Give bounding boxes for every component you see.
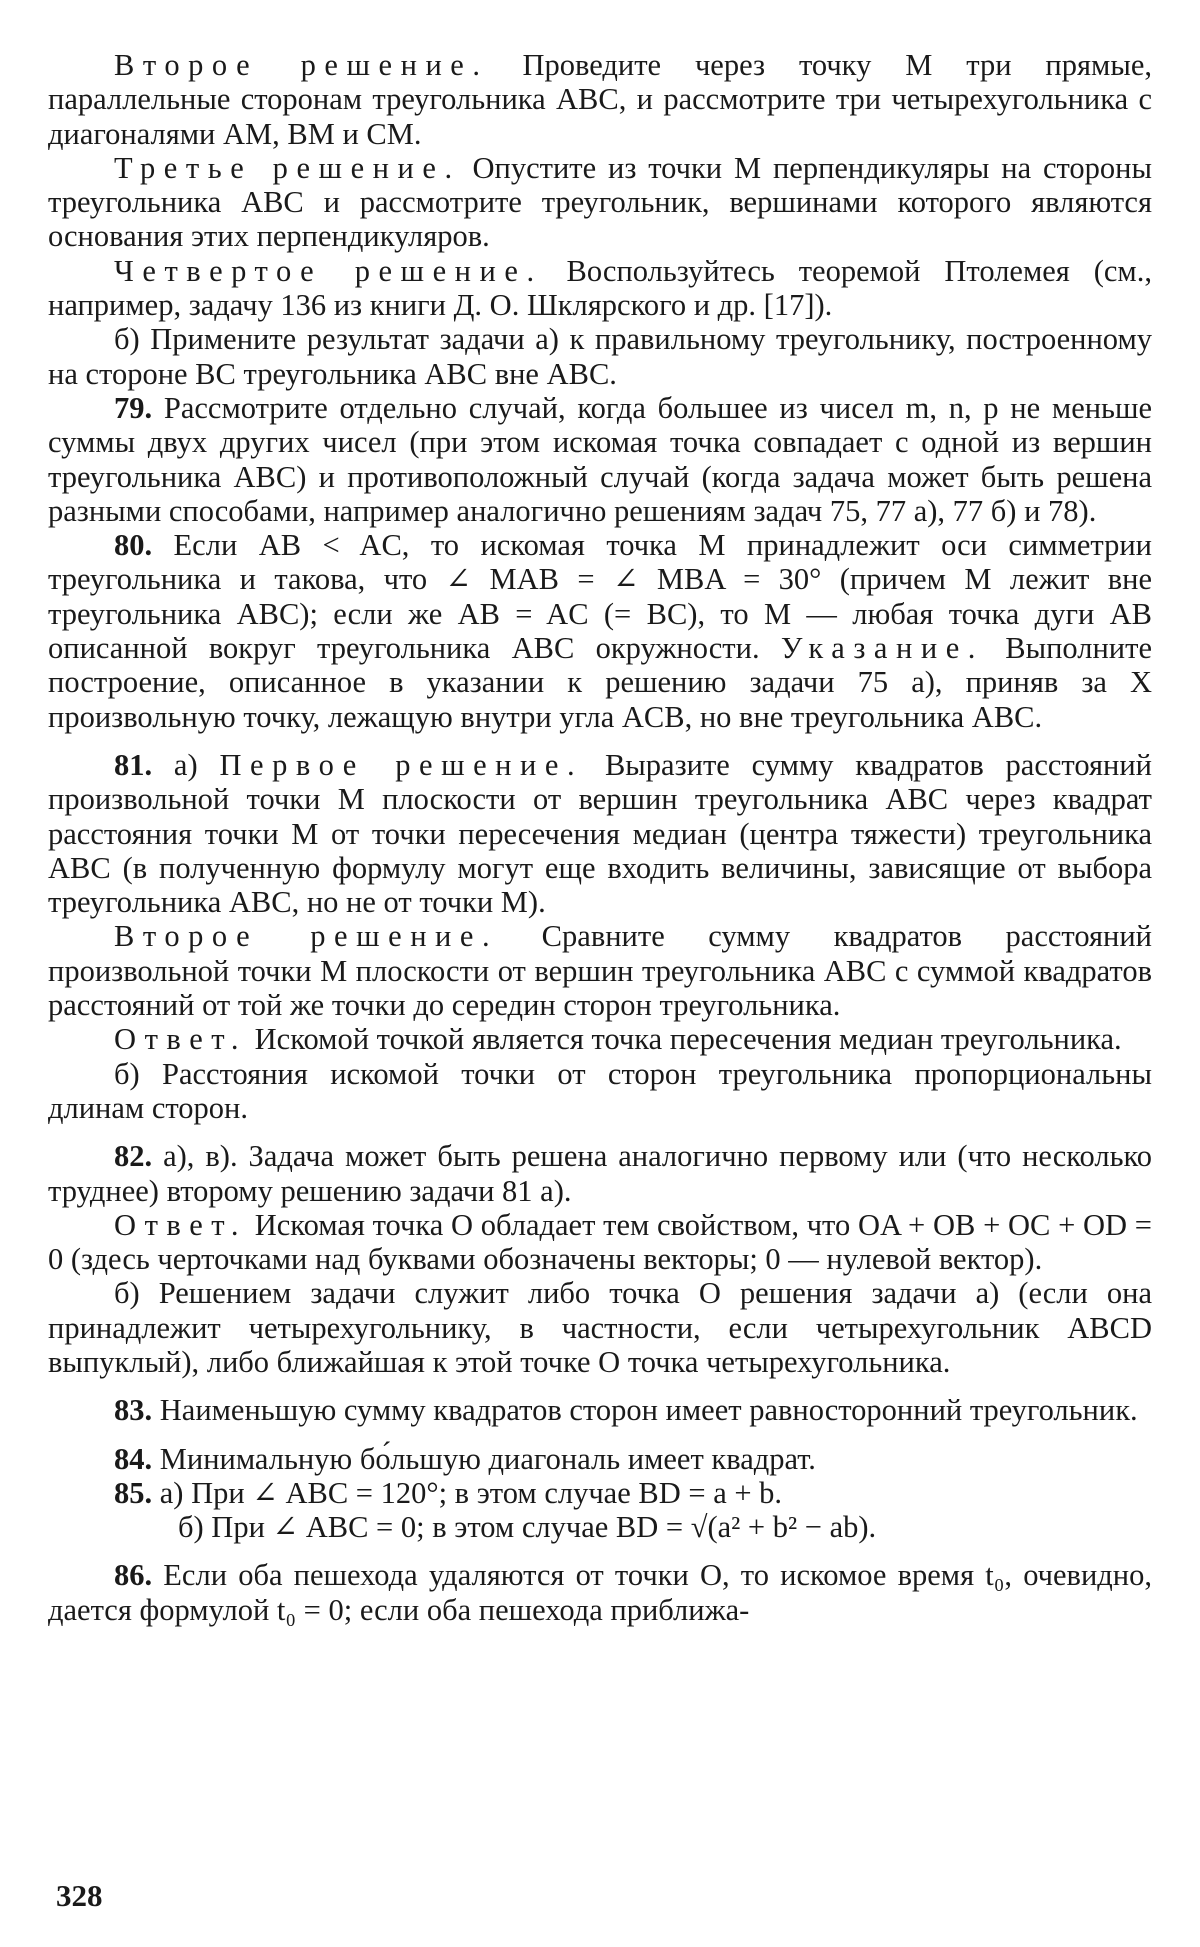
section-lead: Ответ. [114, 1022, 248, 1057]
paragraph [48, 1510, 1152, 1544]
paragraph [48, 919, 1152, 1022]
paragraph [48, 1276, 1152, 1379]
paragraph-text: а) [152, 747, 220, 782]
paragraph [48, 322, 1152, 391]
paragraph-text: Минимальную бо́льшую диагональ имеет квадрат. [152, 1441, 816, 1476]
section-lead: Второе решение. [114, 48, 489, 82]
paragraph-text: Выполните построение, описанное в указании к решению задачи 75 а), приняв за X произвольную точку, лежащую внутри угла ACB, но вне треугольника ABC. [48, 631, 1152, 734]
paragraph [48, 151, 1152, 254]
section-lead: Второе решение. [114, 919, 499, 954]
page-body [48, 48, 1152, 1627]
paragraph-text: Опустите из точки M перпендикуляры на стороны треугольника ABC и рассмотрите треугольник, вершинами которого являются основания этих перпендикуляров. [48, 150, 1152, 254]
section-lead: Четвертое решение. [114, 253, 543, 288]
paragraph-text: б) Решением задачи служит либо точка O решения задачи а) (если она принадлежит четырехугольнику, в частности, если четырехугольник ABCD выпуклый), либо ближайшая к этой точке O точка четырехугольника. [48, 1276, 1152, 1379]
paragraph-text: б) При ∠ ABC = 0; в этом случае BD = √(a² + b² − ab). [178, 1510, 877, 1545]
paragraph [48, 254, 1152, 323]
paragraph-text: Если AB < AC, то искомая точка M принадлежит оси симметрии треугольника и такова, что ∠ MAB = ∠ MBA = 30° (причем M лежит вне треугольника ABC); если же AB = AC (= BC), то M — любая точка дуги AB описанной вокруг треугольника ABC окружности. [48, 528, 1152, 666]
problem-number: 82. [114, 1139, 153, 1174]
paragraph-text: Воспользуйтесь теоремой Птолемея (см., например, задачу 136 из книги Д. О. Шклярского и др. [17]). [48, 253, 1152, 323]
problem-number: 85. [114, 1475, 153, 1510]
paragraph-text: Наименьшую сумму квадратов сторон имеет равносторонний треугольник. [152, 1393, 1138, 1428]
problem-number: 80. [114, 528, 153, 563]
paragraph-text: Искомая точка O обладает тем свойством, что OA + OB + OC + OD = 0 (здесь черточками над буквами обозначены векторы; 0 — нулевой вектор). [48, 1207, 1152, 1277]
section-lead: Ответ. [114, 1207, 248, 1242]
problem-84 [48, 1442, 1152, 1476]
problem-81 [48, 748, 1152, 919]
section-lead: Первое решение. [219, 747, 584, 782]
paragraph-text: Искомой точкой является точка пересечения медиан треугольника. [247, 1022, 1122, 1057]
paragraph-text: а), в). Задача может быть решена аналогично первому или (что несколько труднее) второму решению задачи 81 а). [48, 1139, 1152, 1208]
problem-86 [48, 1558, 1152, 1627]
problem-number: 83. [114, 1393, 153, 1428]
paragraph-text: Рассмотрите отдельно случай, когда большее из чисел m, n, p не меньше суммы двух других чисел (при этом искомая точка совпадает с одной из вершин треугольника ABC) и противоположный случай (когда задача может быть решена разными способами, например аналогично решениям задач 75, 77 а), 77 б) и 78). [48, 390, 1152, 528]
paragraph [48, 1208, 1152, 1277]
problem-number: 79. [114, 390, 153, 425]
problem-number: 84. [114, 1441, 153, 1476]
section-lead: Третье решение. [114, 150, 461, 185]
problem-number: 81. [114, 747, 153, 782]
paragraph-text: а) При ∠ ABC = 120°; в этом случае BD = a + b. [152, 1475, 783, 1510]
paragraph-text: Проведите через точку M три прямые, параллельные сторонам треугольника ABC, и рассмотрите три четырехугольника с диагоналями AM, BM и CM. [48, 48, 1152, 151]
page-number: 328 [56, 1878, 103, 1913]
paragraph-text: б) Примените результат задачи а) к правильному треугольнику, построенному на стороне BC треугольника ABC вне ABC. [48, 322, 1152, 391]
paragraph-text: Сравните сумму квадратов расстояний произвольной точки M плоскости от вершин треугольника ABC с суммой квадратов расстояний от той же точки до середин сторон треугольника. [48, 919, 1153, 1023]
problem-83 [48, 1393, 1152, 1427]
paragraph [48, 48, 1152, 151]
section-lead: Указание. [780, 631, 984, 666]
problem-80 [48, 528, 1152, 734]
paragraph-text: Если оба пешехода удаляются от точки O, то искомое время t₀, очевидно, дается формулой t₀ = 0; если оба пешехода приближа- [48, 1558, 1152, 1627]
problem-82 [48, 1139, 1152, 1208]
paragraph-text: б) Расстояния искомой точки от сторон треугольника пропорциональны длинам сторон. [48, 1056, 1152, 1125]
problem-number: 86. [114, 1558, 153, 1593]
paragraph [48, 1057, 1152, 1126]
paragraph-text: Выразите сумму квадратов расстояний произвольной точки M плоскости от вершин треугольника ABC через квадрат расстояния точки M от точки пересечения медиан (центра тяжести) треугольника ABC (в полученную формулу могут еще входить величины, зависящие от выбора треугольника ABC, но не от точки M). [48, 747, 1152, 920]
problem-85 [48, 1476, 1152, 1510]
paragraph [48, 1022, 1152, 1056]
problem-79 [48, 391, 1152, 528]
